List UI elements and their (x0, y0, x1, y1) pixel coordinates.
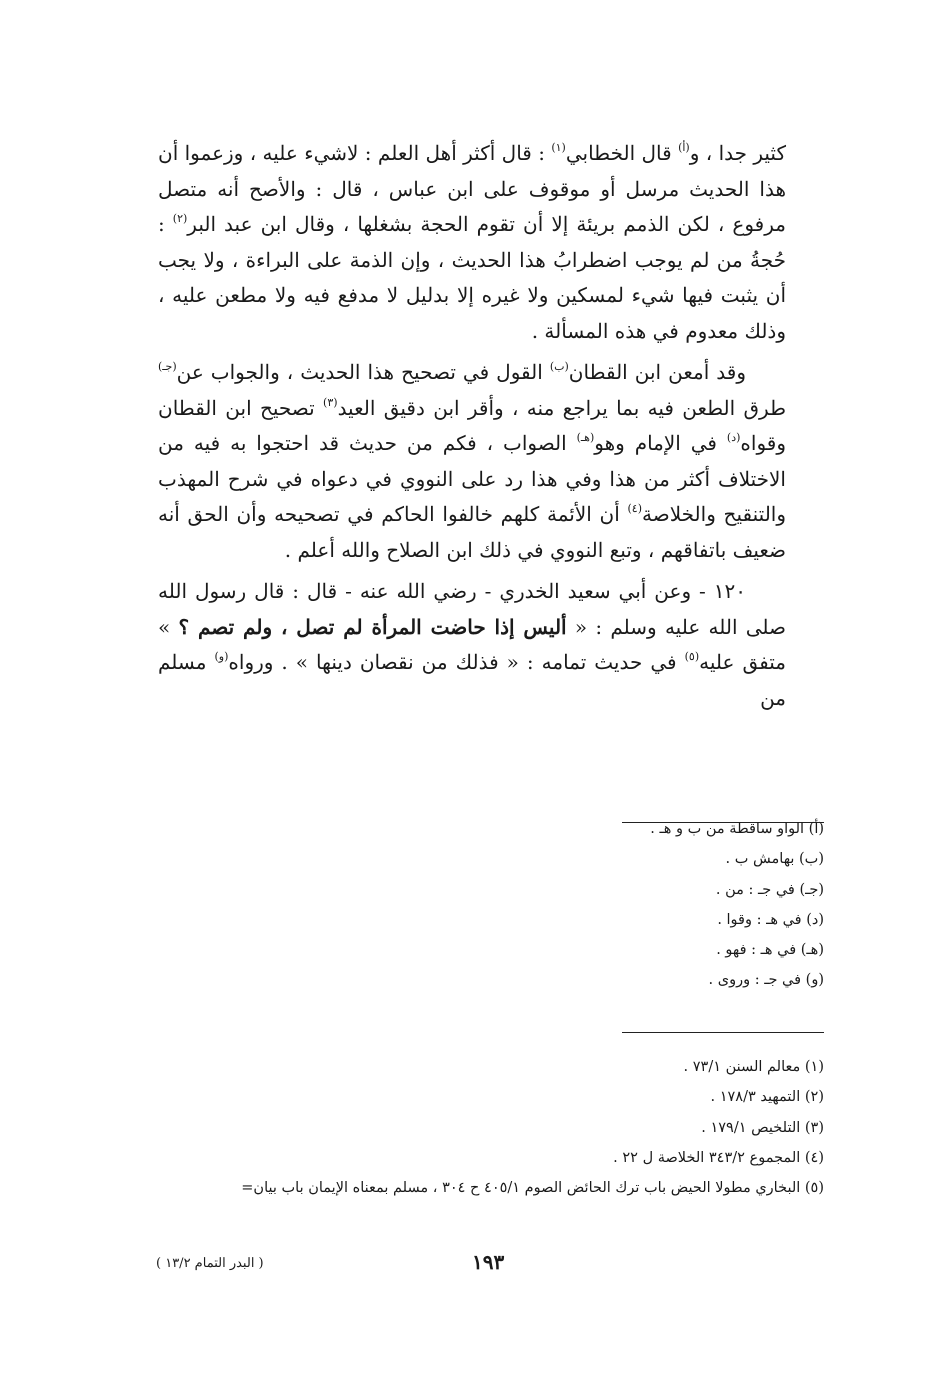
variant-note: (جـ) في جـ : من . (715, 881, 824, 898)
footnote-ref: (٢) (172, 212, 188, 225)
main-text (158, 136, 786, 716)
page-number: ١٩٣ (472, 1250, 505, 1274)
text-run: » متفق عليه (158, 614, 787, 674)
variant-notes (124, 814, 824, 996)
text-run: الصواب ، فكم من حديث قد احتجوا به فيه من الاختلاف أكثر من هذا وفي هذا رد على النووي في دعواه في شرح المهذب والتنقيح والخلاصة (158, 431, 786, 526)
variant-marker: (د) (726, 431, 741, 444)
text-run: : حُجةُ من لم يوجب اضطرابُ هذا الحديث ، وإن الذمة على البراءة ، ولا يجب أن يثبت فيها شيء لمسكين ولا غيره إلا بدليل لا مدفع فيه ولا مطعن عليه ، وذلك معدوم في هذه المسألة . (158, 212, 786, 343)
source-note: (٣) التلخيص ١٧٩/١ . (701, 1119, 824, 1136)
text-run: في حديث تمامه : « فذلك من نقصان دينها » . ورواه (228, 650, 685, 674)
text-run: أن الأئمة كلهم خالفوا الحاكم في تصحيحه وأن الحق أنه ضعيف باتفاقهم ، وتبع النووي في ذلك ابن الصلاح والله أعلم . (158, 502, 786, 562)
text-run: قال الخطابي (565, 141, 679, 165)
footnote-ref: (٤) (627, 502, 642, 515)
variant-marker: (ب) (549, 360, 569, 373)
footnote-ref: (٥) (684, 650, 700, 663)
variant-marker: (جـ) (158, 360, 177, 373)
text-run: ١٢٠ - وعن أبي سعيد الخدري - رضي الله عنه - قال : قال رسول الله صلى الله عليه وسلم : « (158, 579, 787, 639)
hadith-text: أليس إذا حاضت المرأة لم تصل ، ولم تصم ؟ (178, 614, 567, 639)
text-run: : قال أكثر أهل العلم : لاشيء عليه ، وزعموا أن هذا الحديث مرسل أو موقوف على ابن عباس ، قال : والأصح أنه متصل مرفوع ، لكن الذمم بريئة إلا أن تقوم الحجة بشغلها ، وقال ابن عبد البر (158, 141, 786, 236)
variant-note: (و) في جـ : وروى . (708, 972, 824, 989)
source-note: (٢) التمهيد ١٧٨/٣ . (710, 1089, 824, 1106)
text-run: وقد أمعن ابن القطان (568, 360, 747, 384)
footnote-ref: (١) (551, 141, 566, 154)
variant-note: (ب) بهامش ب . (725, 851, 824, 868)
variant-note: (هـ) في هـ : فهو . (716, 942, 824, 959)
book-reference: ( البدر التمام ١٣/٢ ) (156, 1256, 264, 1271)
variant-note: (د) في هـ : وقوا . (717, 911, 824, 928)
paragraph-1 (158, 136, 786, 349)
variant-note: (أ) الواو ساقطة من ب و هـ . (650, 821, 824, 837)
text-run: تصحيح ابن القطان وقواه (158, 395, 786, 455)
text-run: في الإمام وهو (594, 431, 727, 455)
text-run: كثير جدا ، و (689, 141, 786, 165)
paragraph-3-hadith (158, 574, 786, 716)
text-run: القول في تصحيح هذا الحديث ، والجواب عن (176, 360, 550, 384)
variant-marker: (و) (214, 650, 229, 663)
source-notes (124, 1052, 824, 1203)
variant-marker: (أ) (678, 141, 690, 154)
text-run: مسلم من (158, 650, 786, 710)
text-run: طرق الطعن فيه بما يراجع منه ، وأقر ابن دقيق العيد (337, 395, 787, 420)
source-note: (٤) المجموع ٣٤٣/٢ الخلاصة ل ٢٢ . (613, 1149, 824, 1166)
paragraph-2 (158, 355, 786, 568)
source-note: (٥) البخاري مطولا الحيض باب ترك الحائض الصوم ٤٠٥/١ ح ٣٠٤ ، مسلم بمعناه الإيمان باب بيان= (241, 1180, 824, 1197)
source-note: (١) معالم السنن ٧٣/١ . (683, 1059, 824, 1075)
footnote-divider (622, 1032, 824, 1033)
footnote-ref: (٣) (323, 395, 338, 409)
variant-marker: (هـ) (576, 431, 595, 444)
